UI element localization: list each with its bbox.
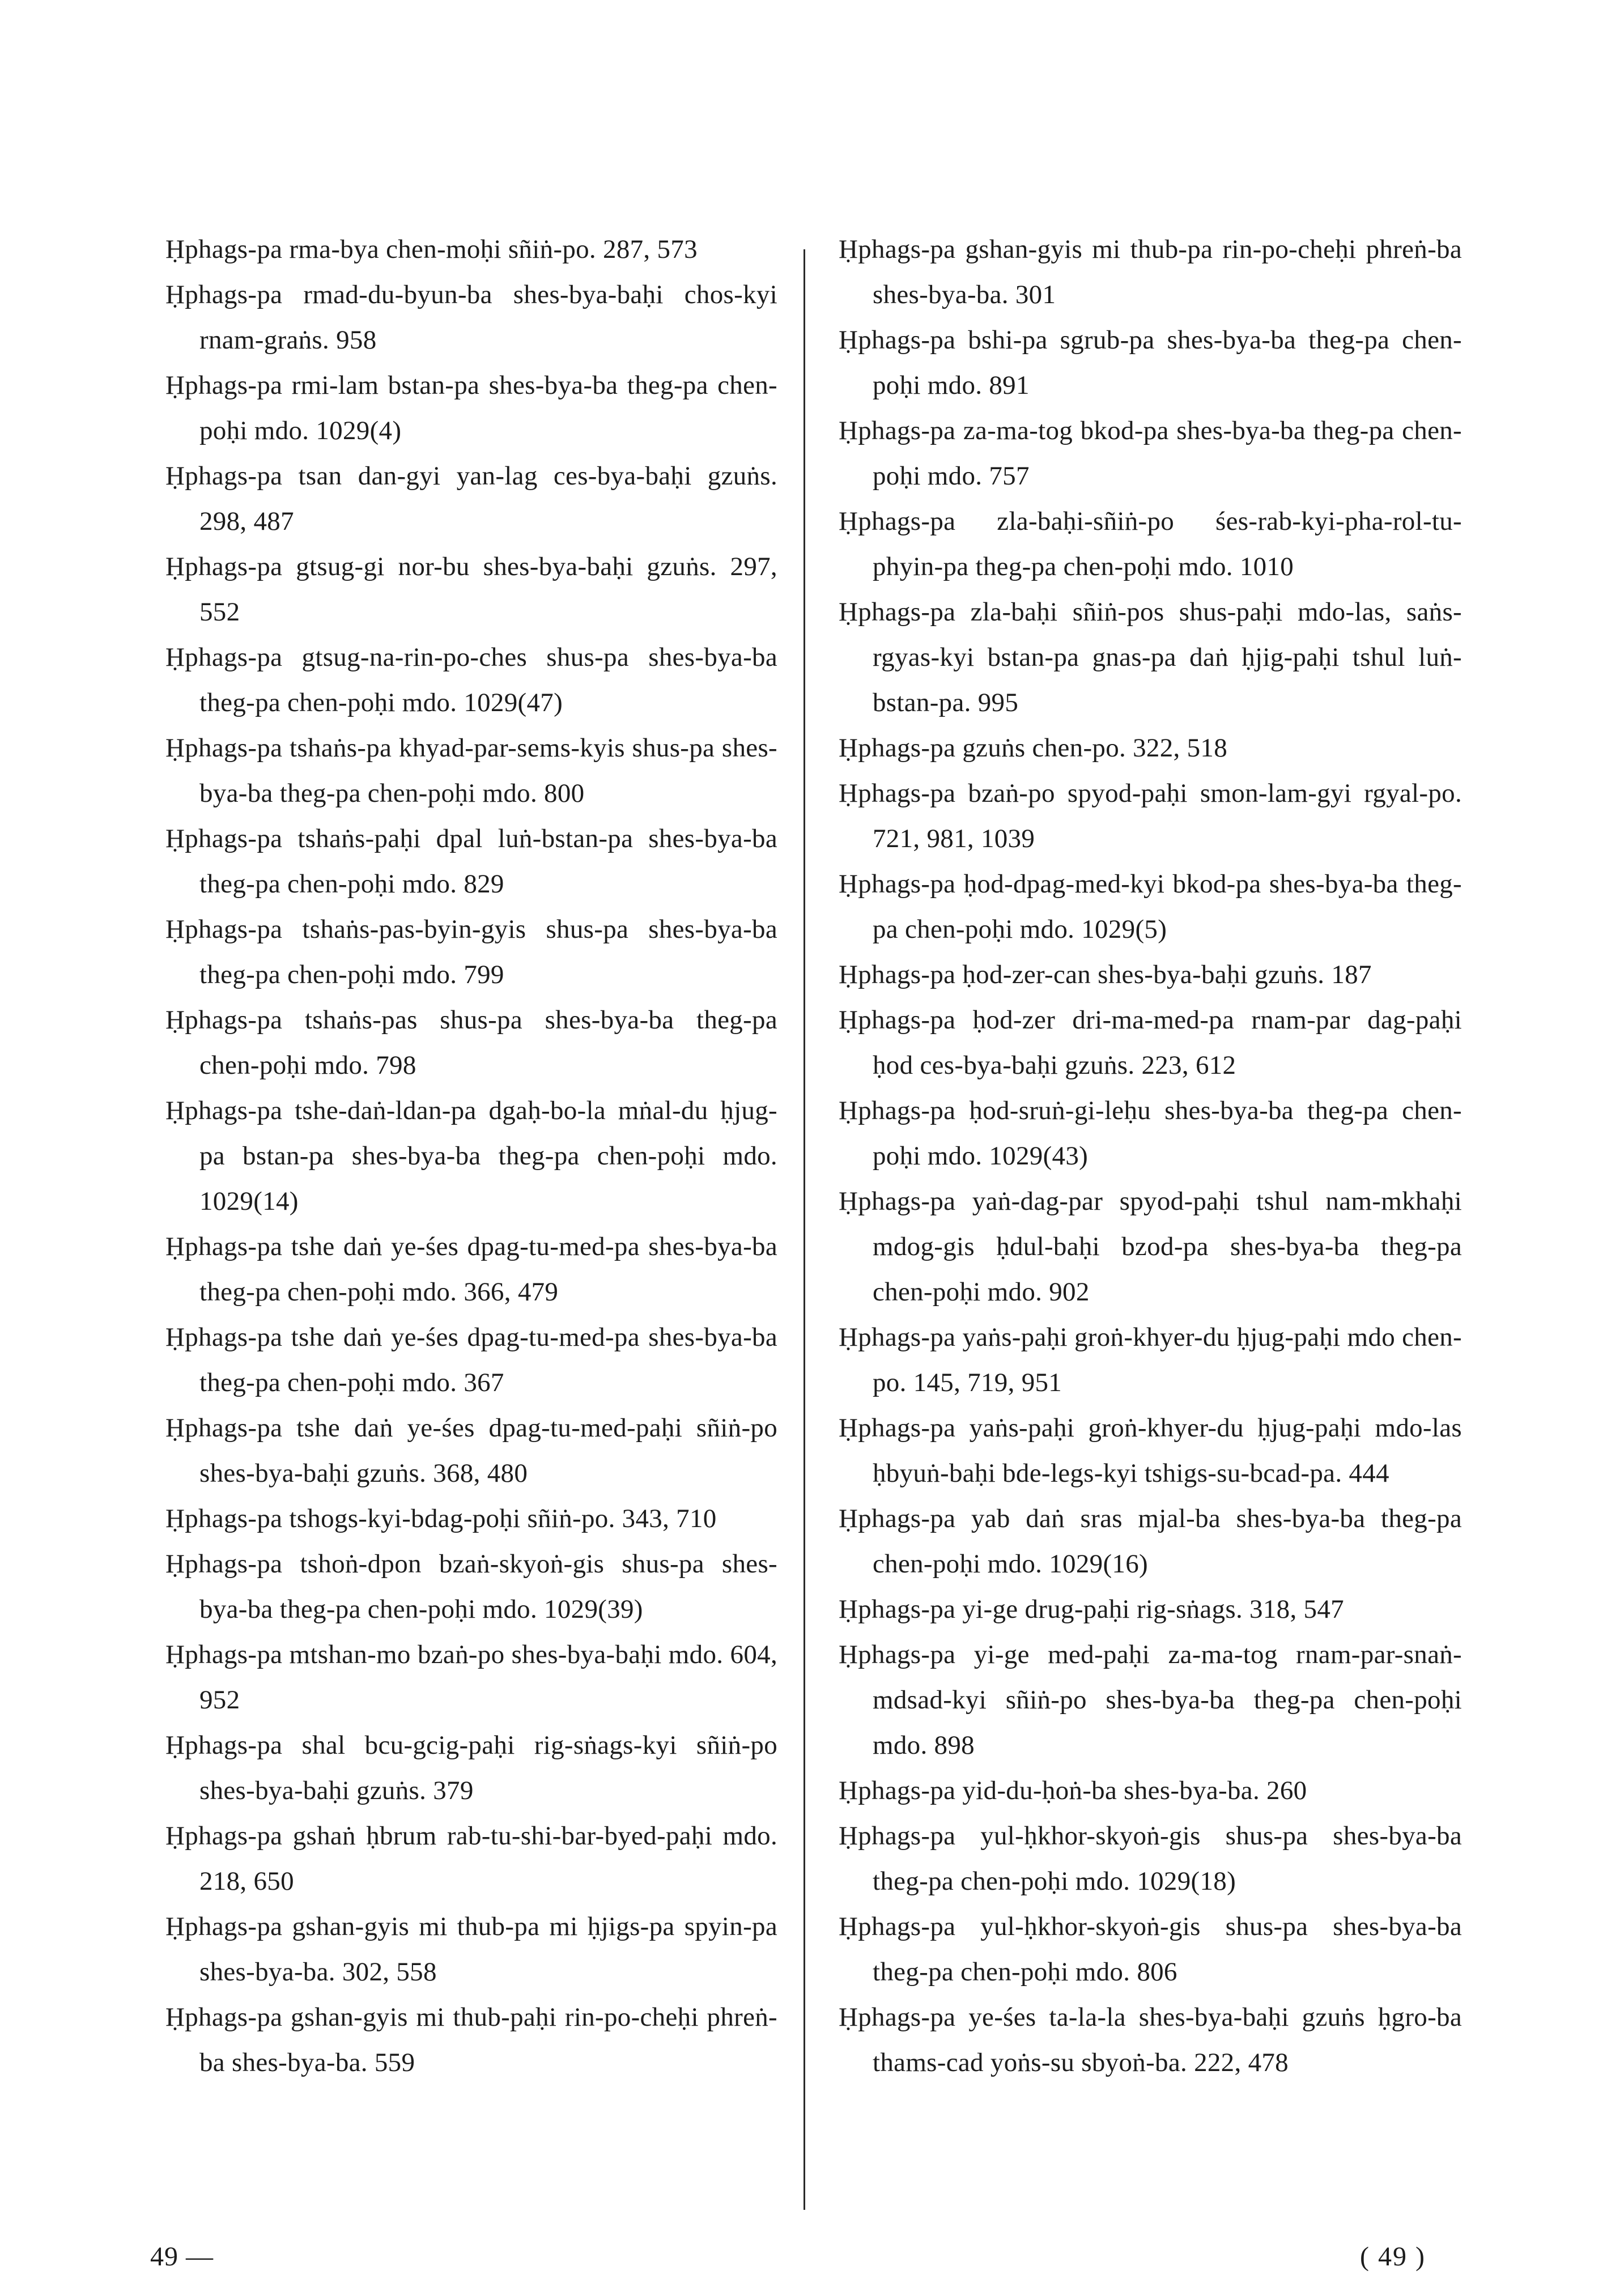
index-entry: Ḥphags-pa bshi-pa sgrub-pa shes-bya-ba theg-pa chen-poḥi mdo. 891 — [839, 325, 1462, 400]
index-entry: Ḥphags-pa yul-ḥkhor-skyoṅ-gis shus-pa shes-bya-ba theg-pa chen-poḥi mdo. 806 — [839, 1912, 1462, 1987]
index-entry: Ḥphags-pa tshe daṅ ye-śes dpag-tu-med-paḥi sñiṅ-po shes-bya-baḥi gzuṅs. 368, 480 — [165, 1413, 777, 1488]
column-divider — [804, 249, 805, 2210]
index-entry: Ḥphags-pa yab daṅ sras mjal-ba shes-bya-ba theg-pa chen-poḥi mdo. 1029(16) — [839, 1504, 1462, 1579]
index-entry: Ḥphags-pa shal bcu-gcig-paḥi rig-sṅags-kyi sñiṅ-po shes-bya-baḥi gzuṅs. 379 — [165, 1730, 777, 1805]
index-entry: Ḥphags-pa yaṅs-paḥi groṅ-khyer-du ḥjug-paḥi mdo-las ḥbyuṅ-baḥi bde-legs-kyi tshigs-su-bcad-pa. 444 — [839, 1413, 1462, 1488]
index-entry: Ḥphags-pa ḥod-zer dri-ma-med-pa rnam-par dag-paḥi ḥod ces-bya-baḥi gzuṅs. 223, 612 — [839, 1005, 1462, 1080]
index-entry: Ḥphags-pa tshogs-kyi-bdag-poḥi sñiṅ-po. 343, 710 — [165, 1504, 717, 1533]
index-entry: Ḥphags-pa yid-du-ḥoṅ-ba shes-bya-ba. 260 — [839, 1776, 1307, 1805]
index-entry: Ḥphags-pa gshan-gyis mi thub-paḥi rin-po-cheḥi phreṅ-ba shes-bya-ba. 559 — [165, 2002, 777, 2077]
page-number-left: 49 — — [150, 2242, 214, 2272]
index-entry: Ḥphags-pa tshaṅs-pas shus-pa shes-bya-ba theg-pa chen-poḥi mdo. 798 — [165, 1005, 777, 1080]
index-entry: Ḥphags-pa tsan dan-gyi yan-lag ces-bya-baḥi gzuṅs. 298, 487 — [165, 461, 777, 536]
index-entry: Ḥphags-pa tshaṅs-paḥi dpal luṅ-bstan-pa shes-bya-ba theg-pa chen-poḥi mdo. 829 — [165, 824, 777, 899]
index-entry: Ḥphags-pa ḥod-zer-can shes-bya-baḥi gzuṅs. 187 — [839, 960, 1372, 989]
index-entry: Ḥphags-pa yi-ge med-paḥi za-ma-tog rnam-par-snaṅ-mdsad-kyi sñiṅ-po shes-bya-ba theg-pa chen-poḥi mdo. 898 — [839, 1640, 1462, 1760]
index-entry: Ḥphags-pa ḥod-dpag-med-kyi bkod-pa shes-bya-ba theg-pa chen-poḥi mdo. 1029(5) — [839, 869, 1462, 944]
index-entry: Ḥphags-pa gshaṅ ḥbrum rab-tu-shi-bar-byed-paḥi mdo. 218, 650 — [165, 1821, 777, 1896]
index-entry: Ḥphags-pa bzaṅ-po spyod-paḥi smon-lam-gyi rgyal-po. 721, 981, 1039 — [839, 779, 1462, 853]
index-entry: Ḥphags-pa yi-ge drug-paḥi rig-sṅags. 318, 547 — [839, 1595, 1344, 1624]
index-entry: Ḥphags-pa tshe-daṅ-ldan-pa dgaḥ-bo-la mṅal-du ḥjug-pa bstan-pa shes-bya-ba theg-pa chen-poḥi mdo. 1029(14) — [165, 1096, 777, 1216]
index-entry: Ḥphags-pa tshaṅs-pas-byin-gyis shus-pa shes-bya-ba theg-pa chen-poḥi mdo. 799 — [165, 915, 777, 989]
index-entry: Ḥphags-pa ḥod-sruṅ-gi-leḥu shes-bya-ba theg-pa chen-poḥi mdo. 1029(43) — [839, 1096, 1462, 1171]
index-entry: Ḥphags-pa gshan-gyis mi thub-pa rin-po-cheḥi phreṅ-ba shes-bya-ba. 301 — [839, 235, 1462, 309]
index-entry: Ḥphags-pa gtsug-na-rin-po-ches shus-pa shes-bya-ba theg-pa chen-poḥi mdo. 1029(47) — [165, 643, 777, 717]
index-entry: Ḥphags-pa ye-śes ta-la-la shes-bya-baḥi gzuṅs ḥgro-ba thams-cad yoṅs-su sbyoṅ-ba. 222, 478 — [839, 2002, 1462, 2077]
index-entry: Ḥphags-pa rmad-du-byun-ba shes-bya-baḥi chos-kyi rnam-graṅs. 958 — [165, 280, 777, 355]
index-entry: Ḥphags-pa rmi-lam bstan-pa shes-bya-ba theg-pa chen-poḥi mdo. 1029(4) — [165, 371, 777, 445]
index-entry: Ḥphags-pa yaṅs-paḥi groṅ-khyer-du ḥjug-paḥi mdo chen-po. 145, 719, 951 — [839, 1323, 1462, 1397]
index-entry: Ḥphags-pa rma-bya chen-moḥi sñiṅ-po. 287, 573 — [165, 235, 698, 264]
index-entry: Ḥphags-pa tshe daṅ ye-śes dpag-tu-med-pa shes-bya-ba theg-pa chen-poḥi mdo. 367 — [165, 1323, 777, 1397]
index-entry: Ḥphags-pa zla-baḥi sñiṅ-pos shus-paḥi mdo-las, saṅs-rgyas-kyi bstan-pa gnas-pa daṅ ḥjig-paḥi tshul luṅ-bstan-pa. 995 — [839, 597, 1462, 717]
index-entry: Ḥphags-pa gshan-gyis mi thub-pa mi ḥjigs-pa spyin-pa shes-bya-ba. 302, 558 — [165, 1912, 777, 1987]
index-entry: Ḥphags-pa yul-ḥkhor-skyoṅ-gis shus-pa shes-bya-ba theg-pa chen-poḥi mdo. 1029(18) — [839, 1821, 1462, 1896]
index-entry: Ḥphags-pa gtsug-gi nor-bu shes-bya-baḥi gzuṅs. 297, 552 — [165, 552, 777, 627]
right-column — [839, 227, 1462, 2085]
index-entry: Ḥphags-pa tshe daṅ ye-śes dpag-tu-med-pa shes-bya-ba theg-pa chen-poḥi mdo. 366, 479 — [165, 1232, 777, 1307]
index-entry: Ḥphags-pa gzuṅs chen-po. 322, 518 — [839, 733, 1228, 763]
index-entry: Ḥphags-pa za-ma-tog bkod-pa shes-bya-ba theg-pa chen-poḥi mdo. 757 — [839, 416, 1462, 491]
left-column — [165, 227, 777, 2085]
index-entry: Ḥphags-pa zla-baḥi-sñiṅ-po śes-rab-kyi-pha-rol-tu-phyin-pa theg-pa chen-poḥi mdo. 1010 — [839, 507, 1462, 581]
index-entry: Ḥphags-pa yaṅ-dag-par spyod-paḥi tshul nam-mkhaḥi mdog-gis ḥdul-baḥi bzod-pa shes-bya-ba theg-pa chen-poḥi mdo. 902 — [839, 1187, 1462, 1307]
page-number-right: ( 49 ) — [1360, 2242, 1426, 2272]
index-entry: Ḥphags-pa tshaṅs-pa khyad-par-sems-kyis shus-pa shes-bya-ba theg-pa chen-poḥi mdo. 800 — [165, 733, 777, 808]
index-entry: Ḥphags-pa mtshan-mo bzaṅ-po shes-bya-baḥi mdo. 604, 952 — [165, 1640, 777, 1715]
index-entry: Ḥphags-pa tshoṅ-dpon bzaṅ-skyoṅ-gis shus-pa shes-bya-ba theg-pa chen-poḥi mdo. 1029(39) — [165, 1549, 777, 1624]
